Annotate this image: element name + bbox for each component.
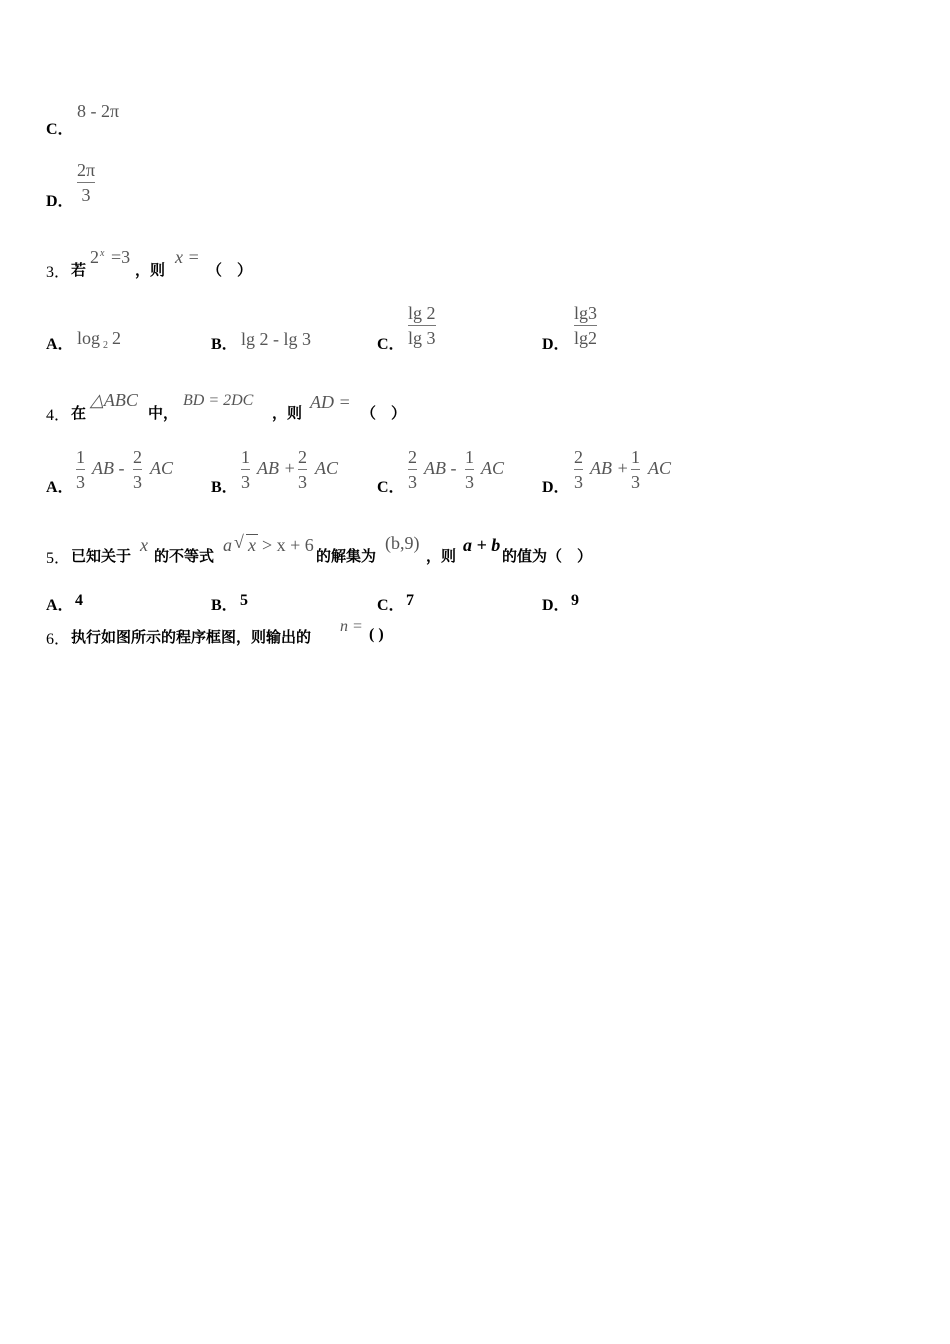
fraction-bar (241, 469, 250, 470)
option-d-frac-1 (574, 447, 583, 492)
question-text: 的不等式 (154, 547, 215, 565)
fraction-bar (465, 469, 474, 470)
math-variable: x = (175, 247, 200, 267)
option-d-label: D． (542, 597, 570, 614)
option-a-label: A． (46, 597, 74, 614)
question-number: 4． (46, 407, 71, 424)
question-number: 6． (46, 631, 71, 648)
option-b-label: B． (211, 597, 238, 614)
option-c-term-2: AC (481, 458, 505, 478)
option-a-log-arg: 2 (112, 328, 121, 348)
option-b-label: B． (211, 479, 238, 496)
option-c-label: C． (377, 597, 405, 614)
fraction-denominator: 3 (241, 472, 250, 492)
option-b-label: B． (211, 336, 238, 353)
option-a-term-1: AB - (92, 458, 125, 478)
fraction-numerator: 1 (631, 447, 640, 467)
option-c-label: C． (377, 479, 405, 496)
q2-option-d-label: D． (46, 193, 74, 210)
fraction-denominator: 3 (81, 185, 91, 205)
fraction-denominator: 3 (465, 472, 474, 492)
fraction-numerator: 2π (77, 160, 96, 180)
math-coefficient: a (223, 535, 232, 555)
option-c-fraction (408, 303, 436, 348)
fraction-numerator: lg3 (574, 303, 598, 323)
fraction-numerator: 2 (408, 447, 417, 467)
option-d-label: D． (542, 336, 570, 353)
fraction-numerator: 1 (241, 447, 250, 467)
question-text: 中， (148, 404, 179, 422)
option-b-term-2: AC (315, 458, 339, 478)
sqrt-symbol: √ (234, 532, 244, 552)
question-text: ，则 (272, 404, 303, 422)
math-base: 2 (90, 247, 99, 267)
fraction-bar (631, 469, 640, 470)
option-d-term-1: AB + (590, 458, 629, 478)
option-a-frac-2 (133, 447, 142, 492)
math-radicand: x (248, 535, 256, 555)
math-interval: (b,9) (385, 533, 420, 553)
q2-option-d-fraction (77, 160, 95, 205)
option-b-expr: lg 2 - lg 3 (241, 329, 311, 349)
math-variable: n = (340, 618, 363, 635)
fraction-bar (77, 182, 95, 183)
math-triangle: △ABC (90, 390, 138, 410)
option-a-value: 4 (75, 592, 83, 609)
math-variable: x (140, 535, 148, 555)
fraction-bar (133, 469, 142, 470)
option-d-label: D． (542, 479, 570, 496)
fraction-numerator: 2 (574, 447, 583, 467)
math-relation: BD = 2DC (183, 392, 254, 409)
question-text: 的值为（ ） (502, 547, 593, 565)
fraction-bar (408, 325, 436, 326)
fraction-bar (76, 469, 85, 470)
fraction-numerator: 1 (76, 447, 85, 467)
fraction-numerator: lg 2 (408, 303, 436, 323)
fraction-denominator: 3 (574, 472, 583, 492)
math-sum: a + b (463, 535, 501, 555)
option-a-label: A． (46, 336, 74, 353)
fraction-denominator: lg 3 (408, 328, 436, 348)
option-b-frac-2 (298, 447, 307, 492)
fraction-denominator: lg2 (574, 328, 598, 348)
fraction-numerator: 1 (465, 447, 474, 467)
option-d-fraction (574, 303, 597, 348)
math-lhs: AD = (310, 392, 351, 412)
question-number: 3． (46, 264, 71, 281)
option-c-value: 7 (406, 592, 414, 609)
math-inequality-rest: > x + 6 (262, 535, 314, 555)
option-a-label: A． (46, 479, 74, 496)
fraction-numerator: 2 (298, 447, 307, 467)
option-b-term-1: AB + (257, 458, 296, 478)
option-b-value: 5 (240, 592, 248, 609)
fraction-denominator: 3 (133, 472, 142, 492)
question-text: ，则 (135, 261, 166, 279)
question-text: 在 (71, 404, 87, 422)
answer-paren: （ ） (207, 261, 253, 279)
option-d-frac-2 (631, 447, 640, 492)
option-c-frac-1 (408, 447, 417, 492)
fraction-bar (574, 325, 597, 326)
fraction-denominator: 3 (76, 472, 85, 492)
fraction-denominator: 3 (298, 472, 307, 492)
option-b-frac-1 (241, 447, 250, 492)
question-text: 若 (71, 261, 87, 279)
question-number: 5． (46, 550, 71, 567)
q2-option-c-label: C． (46, 121, 74, 138)
fraction-bar (574, 469, 583, 470)
fraction-denominator: 3 (631, 472, 640, 492)
q2-option-c-expr: 8 - 2π (77, 101, 120, 121)
option-a-term-2: AC (150, 458, 174, 478)
option-a-frac-1 (76, 447, 85, 492)
option-a-log-base: 2 (103, 340, 108, 351)
option-c-term-1: AB - (424, 458, 457, 478)
option-a-log: log (77, 328, 101, 348)
question-text: ，则 (426, 547, 457, 565)
fraction-bar (298, 469, 307, 470)
fraction-denominator: 3 (408, 472, 417, 492)
math-exponent: x (100, 248, 105, 259)
option-d-value: 9 (571, 592, 579, 609)
question-text: 执行如图所示的程序框图，则输出的 (71, 628, 312, 646)
answer-paren: （ ） (361, 404, 407, 422)
option-c-frac-2 (465, 447, 474, 492)
question-text: 的解集为 (316, 547, 377, 565)
answer-paren: ( ) (369, 626, 384, 643)
option-d-term-2: AC (648, 458, 672, 478)
fraction-numerator: 2 (133, 447, 142, 467)
math-equals: =3 (111, 247, 131, 267)
option-c-label: C． (377, 336, 405, 353)
question-text: 已知关于 (71, 547, 132, 565)
fraction-bar (408, 469, 417, 470)
